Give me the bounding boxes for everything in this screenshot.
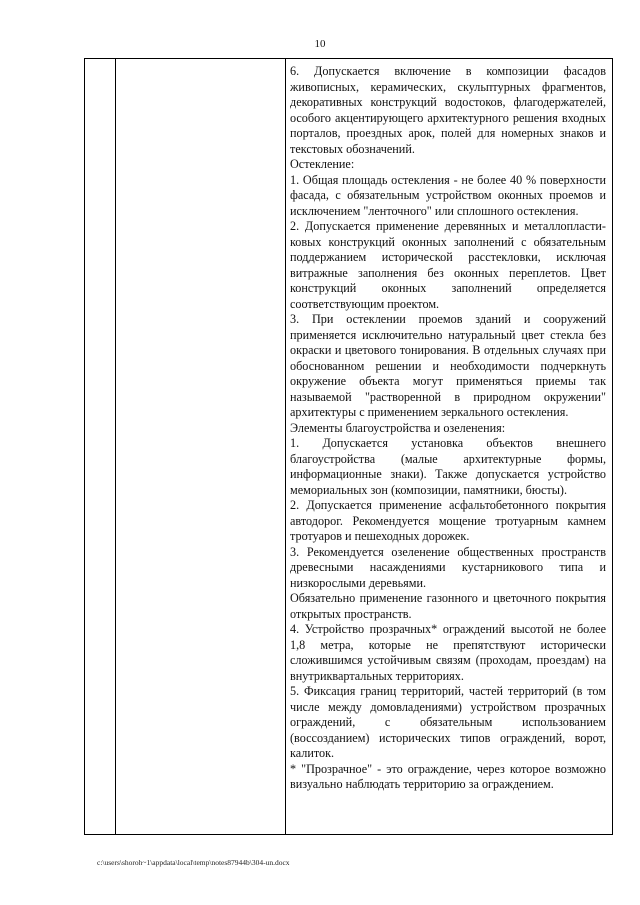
- heading-glazing: Остекление:: [290, 157, 355, 171]
- paragraph-window-frames: 2. Допускается применение деревянных и металлопласти-ковых конструкций оконных заполнений с обязательным поддержанием исторической расстекловки, исключая витражные заполнения без оконных переплетов. Цвет конструкций оконных заполнений определяется соответствующим проектом.: [290, 219, 606, 311]
- paragraph-external-objects: 1. Допускается установка объектов внешнего благоустройства (малые архитектурные формы, информационные знаки). Также допускается устройство мемориальных зон (композиции, памятники, бюсты).: [290, 436, 606, 497]
- paragraph-greenery: 3. Рекомендуется озеленение общественных пространств древесными насаждениями кустарникового типа и низкорослыми деревьями.: [290, 544, 606, 590]
- paragraph-decorative-elements: 6. Допускается включение в композиции фасадов живописных, керамических, скульптурных фрагментов, декоративных конструкций водостоков, флагодержателей, особого акцентирующего архитектурного решения входных порталов, проездных арок, полей для номерных знаков и текстовых обозначений.: [290, 64, 606, 156]
- paragraph-glass-color: 3. При остеклении проемов зданий и сооружений применяется исключительно натуральный цвет стекла без окраски и цветового тонирования. В отдельных случаях при обоснованном решении и необходимости подчеркнуть окружение объекта могут применяться приемы так называемой "растворенной в природном окружении" архитектуры с применением зеркального остекления.: [290, 312, 606, 419]
- paragraph-transparent-definition: * "Прозрачное" - это ограждение, через которое возможно визуально наблюдать территорию за ограждением.: [290, 761, 606, 791]
- paragraph-boundary-fixing: 5. Фиксация границ территорий, частей территорий (в том числе между домовладениями) устройством прозрачных ограждений, с обязательным использованием (воссозданием) исторических типов ограждений, ворот, калиток.: [290, 684, 606, 760]
- heading-landscaping: Элементы благоустройства и озеленения:: [290, 420, 506, 435]
- requirements-cell: [290, 64, 606, 793]
- paragraph-asphalt-paving: 2. Допускается применение асфальтобетонного покрытия автодорог. Рекомендуется мощение тротуарным камнем тротуаров и пешеходных дорожек.: [290, 498, 606, 543]
- page-number: 10: [314, 38, 326, 50]
- regulations-table: [84, 58, 613, 835]
- table-column-divider: [115, 59, 116, 834]
- footer-file-path: c:\users\shoroh~1\appdata\local\temp\notes87944b\304-un.docx: [97, 858, 290, 867]
- paragraph-glazing-area: 1. Общая площадь остекления - не более 40 % поверхности фасада, с обязательным устройством оконных проемов и исключением "ленточного" или сплошного остекления.: [290, 172, 606, 218]
- paragraph-lawn: Обязательно применение газонного и цветочного покрытия открытых пространств.: [290, 591, 606, 621]
- paragraph-transparent-fences: 4. Устройство прозрачных* ограждений высотой не более 1,8 метра, которые не препятствуют исторически сложившимся устойчивым связям (проходам, проездам) на внутриквартальных территориях.: [290, 622, 606, 683]
- table-column-divider: [285, 59, 286, 834]
